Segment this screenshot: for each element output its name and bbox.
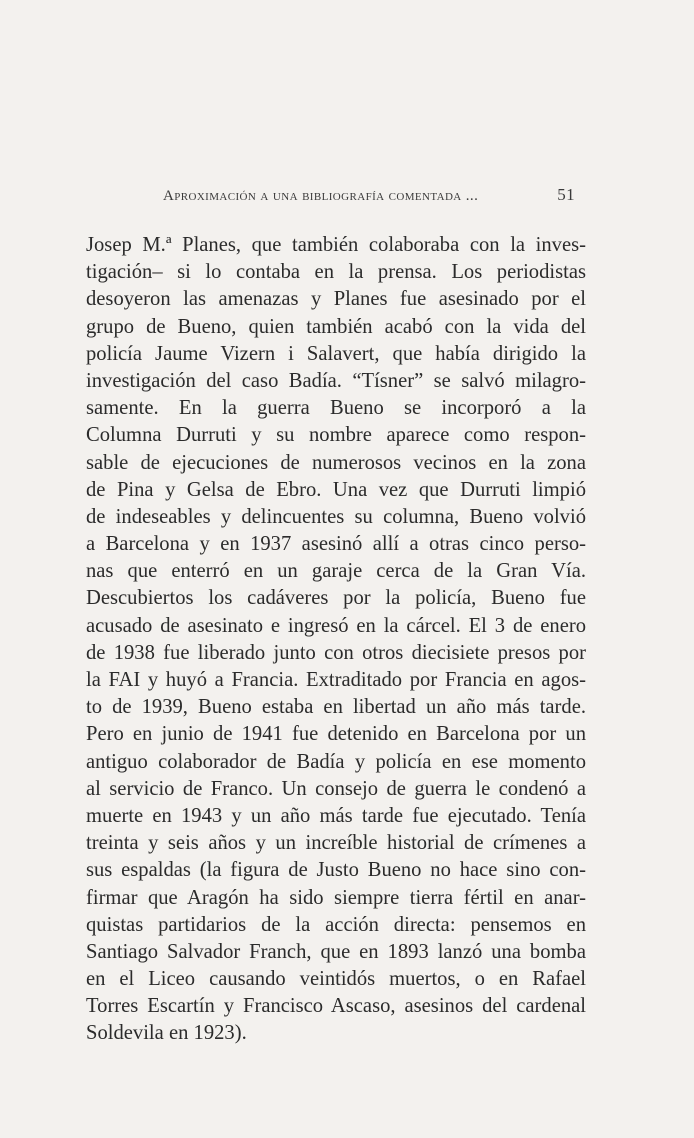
- text-line: de indeseables y delincuentes su columna, Bueno volvió: [86, 505, 586, 528]
- text-line: investigación del caso Badía. “Tísner” se salvó milagro-: [86, 369, 586, 392]
- text-line: policía Jaume Vizern i Salavert, que había dirigido la: [86, 342, 586, 365]
- text-line: nas que enterró en un garaje cerca de la Gran Vía.: [86, 560, 586, 583]
- text-line: de Pina y Gelsa de Ebro. Una vez que Durruti limpió: [86, 478, 586, 501]
- text-line: Descubiertos los cadáveres por la policía, Bueno fue: [86, 587, 586, 610]
- text-line: sus espaldas (la figura de Justo Bueno no hace sino con-: [86, 859, 586, 882]
- text-line: Soldevila en 1923).: [86, 1022, 247, 1045]
- text-line: quistas partidarios de la acción directa: pensemos en: [86, 913, 586, 936]
- text-line: samente. En la guerra Bueno se incorporó a la: [86, 397, 586, 420]
- text-line: firmar que Aragón ha sido siempre tierra fértil en anar-: [86, 886, 586, 909]
- text-line: tigación– si lo contaba en la prensa. Los periodistas: [86, 261, 586, 284]
- running-head: [163, 185, 575, 209]
- text-line: Josep M.ª Planes, que también colaboraba con la inves-: [86, 234, 586, 256]
- text-line: a Barcelona y en 1937 asesinó allí a otras cinco perso-: [86, 533, 586, 556]
- text-line: muerte en 1943 y un año más tarde fue ejecutado. Tenía: [86, 804, 586, 827]
- running-title: Aproximación a una bibliografía comentada ...: [163, 188, 479, 204]
- text-line: grupo de Bueno, quien también acabó con la vida del: [86, 315, 586, 338]
- text-line: antiguo colaborador de Badía y policía en ese momento: [86, 750, 586, 773]
- text-line: acusado de asesinato e ingresó en la cárcel. El 3 de enero: [86, 614, 586, 637]
- text-line: en el Liceo causando veintidós muertos, o en Rafael: [86, 968, 586, 991]
- body-paragraph: [86, 232, 586, 1048]
- page-number: 51: [557, 185, 575, 204]
- text-line: desoyeron las amenazas y Planes fue asesinado por el: [86, 288, 586, 311]
- text-line: Pero en junio de 1941 fue detenido en Barcelona por un: [86, 723, 586, 746]
- text-line: sable de ejecuciones de numerosos vecinos en la zona: [86, 451, 586, 474]
- text-line: treinta y seis años y un increíble historial de crímenes a: [86, 832, 586, 855]
- text-line: Columna Durruti y su nombre aparece como respon-: [86, 424, 586, 447]
- text-line: Torres Escartín y Francisco Ascaso, asesinos del cardenal: [86, 995, 586, 1018]
- text-line: to de 1939, Bueno estaba en libertad un año más tarde.: [86, 696, 586, 719]
- text-line: la FAI y huyó a Francia. Extraditado por Francia en agos-: [86, 669, 586, 691]
- text-line: de 1938 fue liberado junto con otros diecisiete presos por: [86, 641, 586, 664]
- text-line: al servicio de Franco. Un consejo de guerra le condenó a: [86, 777, 586, 800]
- text-line: Santiago Salvador Franch, que en 1893 lanzó una bomba: [86, 940, 586, 963]
